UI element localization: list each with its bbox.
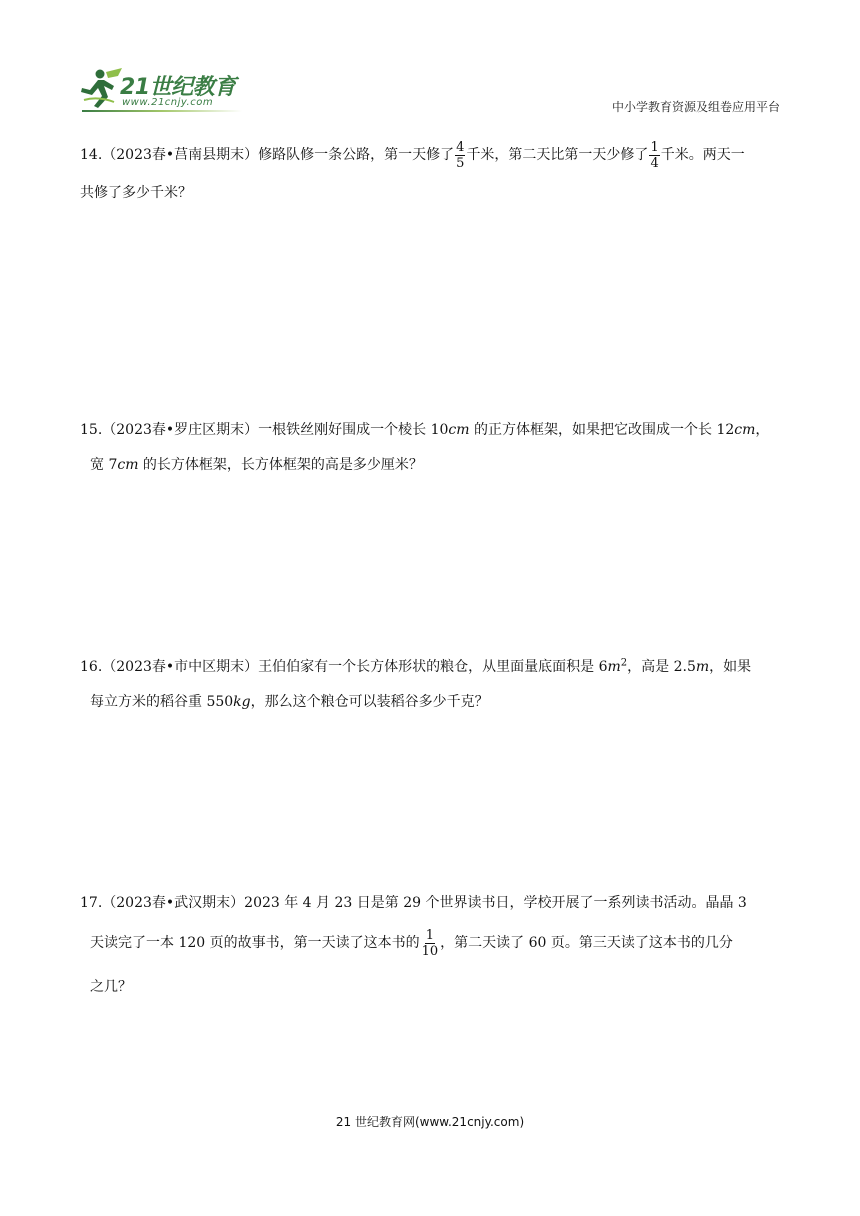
question-line: [80, 918, 778, 968]
site-logo[interactable]: [78, 66, 248, 114]
fraction-numerator: 4: [456, 139, 465, 155]
question-line: [80, 130, 778, 180]
question-text: ，第二天读了 60 页。第三天读了这本书的几分: [440, 935, 733, 951]
fraction-numerator: 1: [650, 139, 659, 155]
fraction-denominator: 5: [456, 155, 465, 171]
logo-underline: [82, 110, 242, 112]
question-number: 15.: [80, 422, 103, 438]
question-text: 一根铁丝刚好围成一个棱长 10: [258, 422, 449, 438]
question-text: ，如果: [709, 659, 752, 675]
question-line: [80, 180, 778, 206]
unit-text: cm: [448, 422, 470, 438]
question-text: 修路队修一条公路，第一天修了: [258, 147, 455, 163]
question-line: [80, 974, 778, 1000]
question-line: [80, 417, 778, 443]
question-source: （2023春•莒南县期末）: [102, 147, 259, 163]
question-text: 天读完了一本 120 页的故事书，第一天读了这本书的: [90, 935, 420, 951]
fraction: [649, 140, 659, 171]
question-source: （2023春•武汉期末）: [102, 895, 245, 911]
fraction-denominator: 10: [421, 943, 439, 959]
question-source: （2023春•市中区期末）: [102, 659, 259, 675]
question-number: 17.: [80, 895, 103, 911]
question-text: 的正方体框架，如果把它改围成一个长 12: [469, 422, 735, 438]
question-text: 千米。两天一: [660, 147, 745, 163]
question-source: （2023春•罗庄区期末）: [102, 422, 259, 438]
question-line: [80, 654, 778, 680]
logo-url: www.21cnjy.com: [122, 97, 214, 108]
unit-text: cm: [734, 422, 756, 438]
fraction-denominator: 4: [650, 155, 659, 171]
fraction-numerator: 1: [425, 927, 435, 943]
question-line: [80, 452, 778, 478]
fraction: [455, 140, 465, 171]
unit-text: kg: [233, 694, 251, 710]
question-text: ，高是 2.5: [627, 659, 696, 675]
question-text: 之几？: [90, 979, 132, 995]
unit-text: cm: [117, 457, 139, 473]
question-14: [80, 130, 778, 206]
page-footer: 21 世纪教育网(www.21cnjy.com): [335, 1115, 525, 1129]
question-15: [80, 417, 778, 478]
page-header: [0, 0, 860, 130]
unit-text: m: [695, 659, 710, 675]
question-text: 王伯伯家有一个长方体形状的粮仓，从里面量底面积是 6: [258, 659, 608, 675]
question-number: 16.: [80, 659, 103, 675]
platform-tagline: 中小学教育资源及组卷应用平台: [611, 100, 780, 114]
question-17: [80, 890, 778, 1000]
question-text: 每立方米的稻谷重 550: [90, 694, 234, 710]
fraction: [421, 928, 440, 959]
question-text: ，: [755, 422, 770, 438]
question-16: [80, 654, 778, 715]
question-line: [80, 890, 778, 916]
exponent: 2: [620, 657, 628, 669]
question-text: 千米，第二天比第一天少修了: [466, 147, 649, 163]
question-text: 宽 7: [90, 457, 118, 473]
question-number: 14.: [80, 147, 103, 163]
question-text: 2023 年 4 月 23 日是第 29 个世界读书日，学校开展了一系列读书活动。晶晶 3: [244, 895, 747, 911]
question-text: 共修了多少千米？: [80, 185, 192, 201]
unit-text: m: [607, 659, 621, 675]
question-text: ，那么这个粮仓可以装稻谷多少千克？: [250, 694, 489, 710]
question-text: 的长方体框架，长方体框架的高是多少厘米？: [138, 457, 423, 473]
question-line: [80, 689, 778, 715]
logo-wordmark: 21世纪教育: [120, 75, 236, 100]
